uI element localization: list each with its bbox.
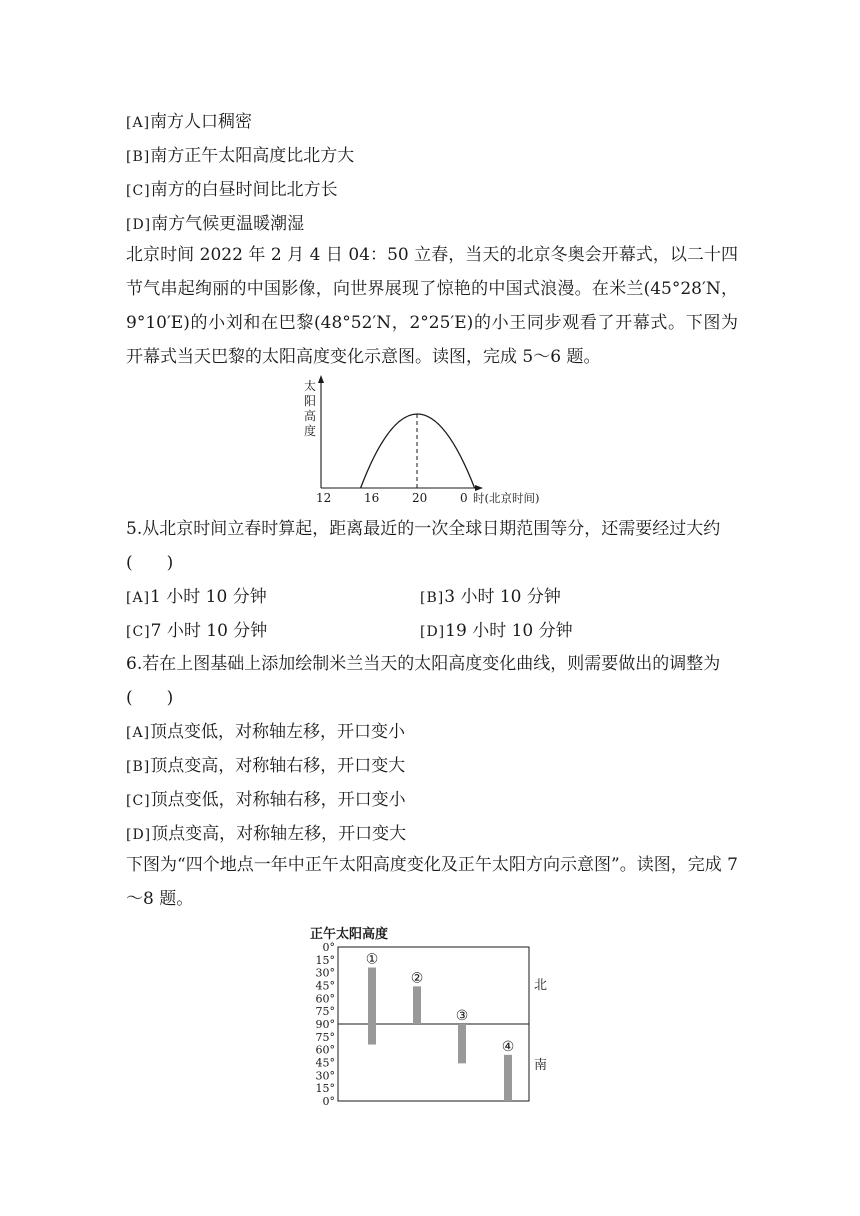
option-letter: [D] (126, 827, 152, 843)
option-text: 7 小时 10 分钟 (150, 621, 268, 641)
option-d[interactable] (126, 213, 304, 236)
option-text: 顶点变高，对称轴左移，开口变大 (151, 824, 407, 844)
option-letter: [A] (126, 590, 151, 606)
bar-label: ③ (455, 1008, 469, 1024)
option-letter: [C] (126, 183, 151, 199)
option-letter: [A] (126, 115, 151, 131)
y-tick-label: 0° (322, 1095, 335, 1108)
south-label: 南 (534, 1058, 548, 1073)
noon-solar-altitude-chart (300, 922, 580, 1112)
y-tick-label: 60° (315, 1043, 335, 1057)
option-c[interactable] (126, 179, 338, 202)
bar-1 (368, 968, 376, 1045)
option-letter: [B] (420, 590, 445, 606)
option-text: 19 小时 10 分钟 (445, 621, 573, 641)
option-a[interactable] (126, 721, 405, 744)
solar-altitude-curve (361, 414, 475, 488)
q6-paren: ( ) (126, 688, 174, 708)
option-a[interactable] (126, 586, 267, 609)
x-tick-label: 12 (316, 491, 332, 505)
y-label-char: 阳 (304, 394, 317, 408)
option-letter: [C] (126, 793, 151, 809)
y-tick-label: 30° (315, 966, 335, 980)
north-label: 北 (534, 978, 548, 993)
option-letter: [C] (126, 624, 151, 640)
bar-label: ① (365, 951, 379, 968)
option-text: 3 小时 10 分钟 (444, 587, 561, 607)
option-letter: [D] (420, 624, 446, 640)
option-letter: [A] (126, 725, 151, 741)
option-letter: [B] (126, 149, 151, 165)
y-axis-arrow (318, 375, 324, 383)
bar-3 (458, 1024, 466, 1063)
option-letter: [D] (126, 217, 152, 233)
y-tick-label: 15° (315, 953, 335, 967)
y-tick-label: 75° (315, 1030, 335, 1044)
y-tick-label: 0° (322, 941, 335, 954)
y-label-char: 太 (304, 379, 317, 393)
x-tick-label: 20 (412, 491, 428, 505)
option-text: 顶点变低，对称轴右移，开口变小 (150, 790, 406, 810)
x-axis-unit: 时(北京时间) (473, 491, 540, 505)
y-label-char: 高 (304, 409, 317, 423)
y-tick-label: 45° (315, 979, 335, 993)
passage-1: 北京时间 2022 年 2 月 4 日 04：50 立春，当天的北京冬奥会开幕式，以二十四节气串起绚丽的中国影像，向世界展现了惊艳的中国式浪漫。在米兰(45°28′N，9°10′E)的小刘和在巴黎(48°52′N，2°25′E)的小王同步观看了开幕式。下图为开幕式当天巴黎的太阳高度变化示意图。读图，完成 5～6 题。 (126, 245, 738, 367)
y-tick-label: 60° (315, 992, 335, 1006)
paris-solar-altitude-chart (300, 372, 620, 512)
q5-paren: ( ) (126, 553, 174, 573)
y-label-char: 度 (304, 424, 317, 438)
option-text: 南方的白昼时间比北方长 (150, 180, 338, 200)
chart-title: 正午太阳高度 (310, 927, 389, 942)
y-tick-label: 75° (315, 1005, 335, 1019)
option-letter: [B] (126, 759, 151, 775)
bar-label: ② (410, 970, 424, 987)
y-tick-label: 30° (315, 1069, 335, 1083)
passage-2: 下图为“四个地点一年中正午太阳高度变化及正午太阳方向示意图”。读图，完成 7～8 题。 (126, 855, 738, 909)
y-tick-label: 45° (315, 1056, 335, 1070)
option-b[interactable] (420, 586, 561, 609)
bar-label: ④ (501, 1038, 515, 1055)
option-a[interactable] (126, 111, 252, 134)
bar-2 (413, 986, 421, 1024)
option-c[interactable] (126, 789, 406, 812)
option-b[interactable] (126, 755, 405, 778)
option-text: 顶点变高，对称轴右移，开口变大 (150, 756, 406, 776)
option-c[interactable] (126, 620, 267, 643)
y-tick-label: 90° (315, 1018, 335, 1031)
q5-stem: 5.从北京时间立春时算起，距离最近的一次全球日期范围等分，还需要经过大约 (126, 519, 721, 539)
option-text: 1 小时 10 分钟 (150, 587, 267, 607)
option-text: 南方气候更温暖潮湿 (151, 214, 305, 234)
bar-4 (504, 1055, 512, 1101)
x-tick-label: 0 (460, 491, 468, 505)
option-b[interactable] (126, 145, 354, 168)
q6-stem: 6.若在上图基础上添加绘制米兰当天的太阳高度变化曲线，则需要做出的调整为 (126, 654, 721, 674)
y-tick-label: 15° (315, 1082, 335, 1096)
option-text: 顶点变低，对称轴左移，开口变小 (150, 722, 406, 742)
option-d[interactable] (420, 620, 573, 643)
x-tick-label: 16 (364, 491, 380, 505)
option-text: 南方人口稠密 (150, 112, 253, 132)
option-text: 南方正午太阳高度比北方大 (150, 146, 355, 166)
option-d[interactable] (126, 823, 406, 846)
